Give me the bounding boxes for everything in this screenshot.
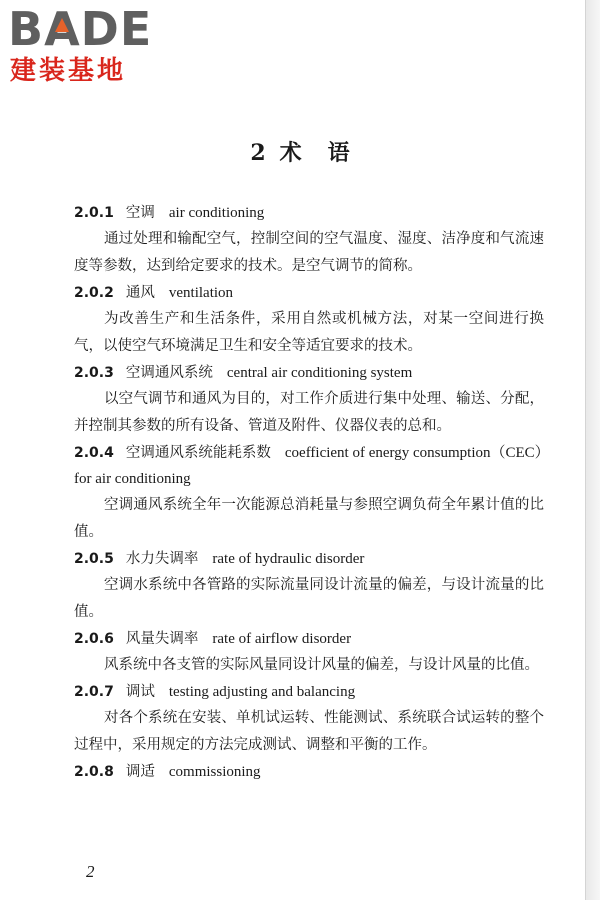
term-chinese: 风量失调率	[125, 631, 199, 647]
chapter-title-part-1: 术	[279, 140, 302, 166]
page-edge	[585, 0, 600, 900]
term-chinese: 空调	[125, 205, 155, 221]
term-english: rate of airflow disorder	[212, 631, 352, 647]
term-chinese: 水力失调率	[125, 551, 199, 567]
bade-logo	[8, 4, 178, 96]
logo-letters-de: DE	[80, 2, 153, 56]
term-definition: 空调水系统中各管路的实际流量同设计流量的偏差，与设计流量的比值。	[74, 577, 544, 620]
term-chinese: 通风	[125, 285, 155, 301]
logo-accent-triangle	[55, 18, 69, 32]
page-number: 2	[86, 862, 95, 881]
term-definition: 空调通风系统全年一次能源总消耗量与参照空调负荷全年累计值的比值。	[74, 497, 544, 540]
term-chinese: 空调通风系统	[125, 365, 213, 381]
term-code: 2.0.4	[74, 445, 114, 461]
term-definition: 以空气调节和通风为目的，对工作介质进行集中处理、输送、分配，并控制其参数的所有设备、管道及附件、仪器仪表的总和。	[74, 391, 544, 434]
chapter-title-part-2: 语	[327, 140, 350, 166]
term-english: testing adjusting and balancing	[168, 684, 356, 700]
term-code: 2.0.2	[74, 285, 114, 301]
term-code: 2.0.8	[74, 764, 114, 780]
term-english: central air conditioning system	[226, 365, 413, 381]
term-definition: 通过处理和输配空气，控制空间的空气温度、湿度、洁净度和气流速度等参数，达到给定要求的技术。是空气调节的简称。	[74, 231, 544, 274]
logo-letter-b: B	[8, 2, 45, 56]
term-2-0-4	[74, 440, 544, 492]
term-code: 2.0.7	[74, 684, 114, 700]
term-code: 2.0.5	[74, 551, 114, 567]
term-definition: 对各个系统在安装、单机试运转、性能测试、系统联合试运转的整个过程中，采用规定的方法完成测试、调整和平衡的工作。	[74, 710, 544, 753]
logo-letter-a: A	[44, 2, 81, 56]
term-english: ventilation	[168, 285, 234, 301]
term-2-0-3	[74, 360, 544, 386]
logo-wordmark	[8, 4, 178, 54]
term-chinese: 调适	[125, 764, 155, 780]
chapter-number: 2	[250, 140, 266, 166]
term-chinese: 空调通风系统能耗系数	[125, 445, 271, 461]
term-english: coefficient of energy consumption（CEC）for air conditioning	[74, 445, 543, 487]
term-2-0-7	[74, 679, 544, 705]
term-definition: 为改善生产和生活条件，采用自然或机械方法，对某一空间进行换气，以使空气环境满足卫生和安全等适宜要求的技术。	[74, 311, 544, 354]
term-2-0-5	[74, 546, 544, 572]
term-english: commissioning	[168, 764, 261, 780]
logo-subtitle: 建装基地	[10, 56, 127, 86]
term-code: 2.0.6	[74, 631, 114, 647]
term-english: rate of hydraulic disorder	[212, 551, 365, 567]
term-2-0-8	[74, 759, 544, 785]
chapter-heading	[0, 136, 600, 167]
term-list	[74, 200, 544, 785]
term-2-0-6	[74, 626, 544, 652]
term-definition: 风系统中各支管的实际风量同设计风量的偏差，与设计风量的比值。	[104, 657, 539, 673]
term-english: air conditioning	[168, 205, 265, 221]
term-2-0-1	[74, 200, 544, 226]
term-code: 2.0.1	[74, 205, 114, 221]
term-chinese: 调试	[125, 684, 155, 700]
term-2-0-2	[74, 280, 544, 306]
term-code: 2.0.3	[74, 365, 114, 381]
